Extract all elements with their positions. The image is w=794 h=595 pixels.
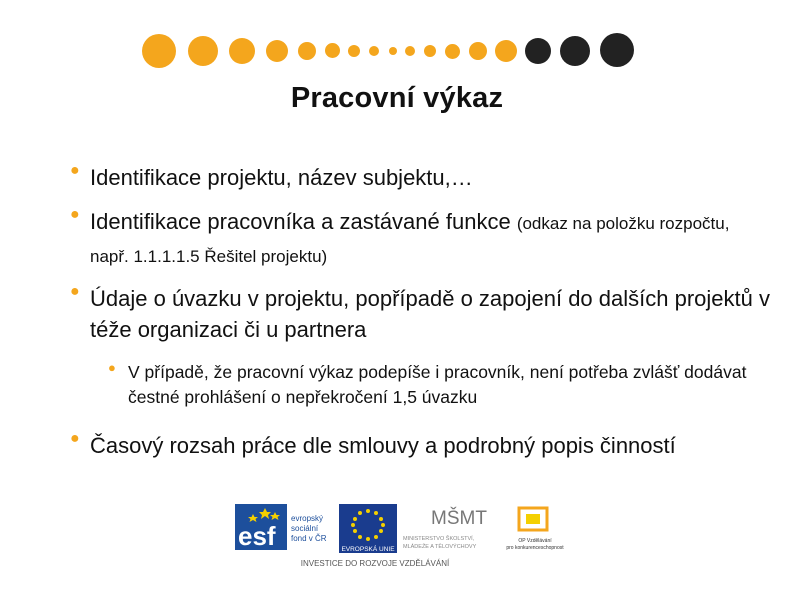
sub-bullet-text: V případě, že pracovní výkaz podepíše i pracovník, není potřeba zvlášť dodávat čestné prohlášení o nepřekročení 1,5 úvazku [128, 362, 747, 407]
esf-letters: esf [238, 521, 276, 551]
bullet-text: Údaje o úvazku v projektu, popřípadě o zapojení do dalších projektů v téže organizaci či u partnera [90, 286, 770, 342]
msmt-caption-line-1: MINISTERSTVO ŠKOLSTVÍ, [403, 536, 475, 542]
page-title: Pracovní výkaz [290, 82, 504, 114]
bullet-dot: ● [70, 162, 80, 179]
dark-dot [560, 36, 590, 66]
orange-dot [445, 44, 460, 59]
bullet-dot: ● [70, 283, 80, 300]
bullet-item [70, 283, 770, 345]
orange-dot [266, 40, 288, 62]
orange-dot [229, 38, 255, 64]
bullet-dot: ● [70, 206, 80, 223]
orange-dot [424, 45, 436, 57]
bullet-item [70, 162, 770, 193]
logo-strip [235, 498, 575, 570]
bullet-text [90, 206, 770, 272]
orange-dot [369, 46, 379, 56]
orange-dot [142, 34, 176, 68]
orange-dot [389, 47, 397, 55]
logo-footer-text: INVESTICE DO ROZVOJE VZDĚLÁVÁNÍ [300, 559, 450, 568]
sub-bullet-item [108, 360, 768, 410]
bullet-text: Časový rozsah práce dle smlouvy a podrobný popis činností [90, 433, 676, 458]
orange-dot [469, 42, 487, 60]
orange-dot [188, 36, 218, 66]
bullet-text: Identifikace projektu, název subjektu,… [90, 165, 473, 190]
esf-logo [235, 504, 327, 551]
bullet-text-main: Identifikace pracovníka a zastávané funkce [90, 209, 517, 234]
eu-flag-logo [339, 504, 397, 553]
orange-dot [298, 42, 316, 60]
esf-caption-line-2: sociální [291, 524, 319, 533]
dark-dot [600, 33, 634, 67]
bullet-dot: ● [108, 360, 116, 375]
esf-caption-line-1: evropský [291, 514, 324, 523]
decorative-dot-row [0, 0, 794, 80]
orange-dot [325, 43, 340, 58]
orange-dot [495, 40, 517, 62]
dark-dot [525, 38, 551, 64]
orange-dot [348, 45, 360, 57]
bullet-dot: ● [70, 430, 80, 447]
bullet-item [70, 206, 770, 272]
msmt-caption-line-2: MLÁDEŽE A TĚLOVÝCHOVY [403, 544, 477, 550]
op-caption-line-1: OP Vzdělávání [518, 538, 552, 544]
op-vk-logo [506, 508, 564, 551]
eu-label: EVROPSKÁ UNIE [341, 546, 395, 553]
orange-dot [405, 46, 415, 56]
bullet-item [70, 430, 770, 461]
esf-caption-line-3: fond v ČR [291, 534, 327, 543]
op-caption-line-2: pro konkurenceschopnost [506, 545, 564, 551]
msmt-letters: MŠMT [431, 508, 487, 529]
funding-logos [235, 498, 575, 570]
bullet-text-note: (odkaz na položku rozpočtu, např. 1.1.1.1.5 Řešitel projektu) [90, 214, 730, 266]
msmt-logo [403, 507, 487, 550]
